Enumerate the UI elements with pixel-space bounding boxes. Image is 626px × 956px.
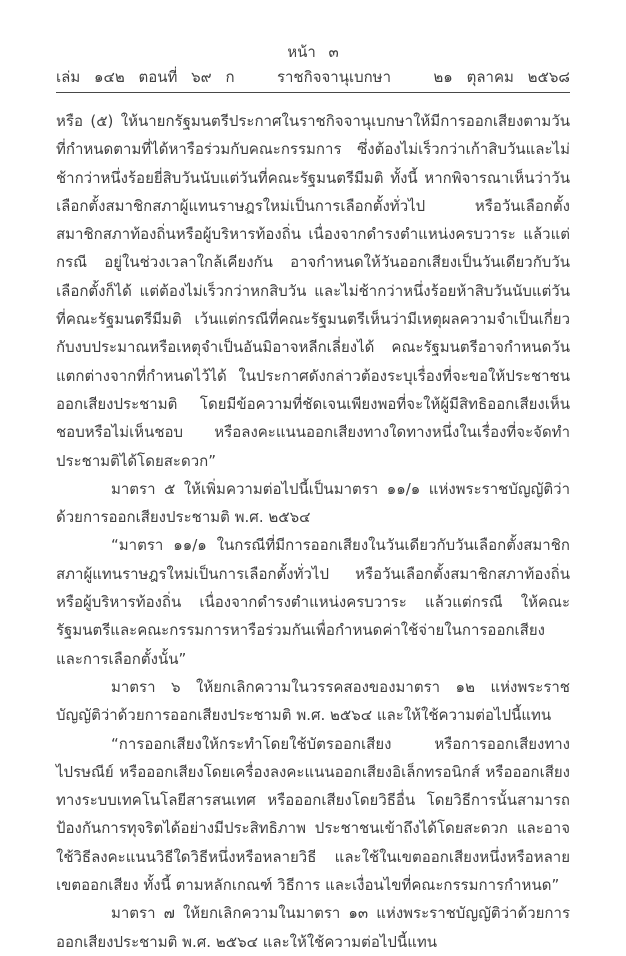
volume-part-label: เล่ม ๑๔๒ ตอนที่ ๖๙ ก [56, 68, 235, 86]
publication-date: ๒๑ ตุลาคม ๒๕๖๘ [433, 68, 570, 86]
gazette-title: ราชกิจจานุเบกษา [276, 68, 391, 86]
page-number: หน้า ๓ [287, 43, 339, 61]
paragraph-section-7: มาตรา ๗ ให้ยกเลิกความในมาตรา ๑๓ แห่งพระราชบัญญัติว่าด้วยการออกเสียงประชามติ พ.ศ. ๒๕๖๔ และให้ใช้ความต่อไปนี้แทน [56, 904, 570, 951]
paragraph-section-5: มาตรา ๕ ให้เพิ่มความต่อไปนี้เป็นมาตรา ๑๑/๑ แห่งพระราชบัญญัติว่าด้วยการออกเสียงประชามติ พ.ศ. ๒๕๖๔ [56, 479, 570, 527]
gazette-header [56, 66, 570, 93]
paragraph-continuation: หรือ (๕) ให้นายกรัฐมนตรีประกาศในราชกิจจานุเบกษาให้มีการออกเสียงตามวันที่กำหนดตามที่ได้หารือร่วมกับคณะกรรมการ ซึ่งต้องไม่เร็วกว่าเก้าสิบวันและไม่ช้ากว่าหนึ่งร้อยยี่สิบวันนับแต่วันที่คณะรัฐมนตรีมีมติ ทั้งนี้ หากพิจารณาเห็นว่าวันเลือกตั้งสมาชิกสภาผู้แทนราษฎรใหม่เป็นการเลือกตั้งทั่วไป หรือวันเลือกตั้งสมาชิกสภาท้องถิ่นหรือผู้บริหารท้องถิ่น เนื่องจากดำรงตำแหน่งครบวาระ แล้วแต่กรณี อยู่ในช่วงเวลาใกล้เคียงกัน อาจกำหนดให้วันออกเสียงเป็นวันเดียวกับวันเลือกตั้งก็ได้ แต่ต้องไม่เร็วกว่าหกสิบวัน และไม่ช้ากว่าหนึ่งร้อยห้าสิบวันนับแต่วันที่คณะรัฐมนตรีมีมติ เว้นแต่กรณีที่คณะรัฐมนตรีเห็นว่ามีเหตุผลความจำเป็นเกี่ยวกับงบประมาณหรือเหตุจำเป็นอันมิอาจหลีกเลี่ยงได้ คณะรัฐมนตรีอาจกำหนดวันแตกต่างจากที่กำหนดไว้ได้ ในประกาศดังกล่าวต้องระบุเรื่องที่จะขอให้ประชาชนออกเสียงประชามติ โดยมีข้อความที่ชัดเจนเพียงพอที่จะให้ผู้มีสิทธิออกเสียงเห็นชอบหรือไม่เห็นชอบ หรือลงคะแนนออกเสียงทางใดทางหนึ่งในเรื่องที่จะจัดทำประชามติได้โดยสะดวก” [56, 112, 570, 470]
paragraph-section-6: มาตรา ๖ ให้ยกเลิกความในวรรคสองของมาตรา ๑๒ แห่งพระราชบัญญัติว่าด้วยการออกเสียงประชามติ พ.ศ. ๒๕๖๔ และให้ใช้ความต่อไปนี้แทน [56, 677, 570, 725]
legal-text-body [56, 107, 570, 956]
paragraph-voting-methods-quote: “การออกเสียงให้กระทำโดยใช้บัตรออกเสียง หรือการออกเสียงทางไปรษณีย์ หรือออกเสียงโดยเครื่องลงคะแนนออกเสียงอิเล็กทรอนิกส์ หรือออกเสียงทางระบบเทคโนโลยีสารสนเทศ หรือออกเสียงโดยวิธีอื่น โดยวิธีการนั้นสามารถป้องกันการทุจริตได้อย่างมีประสิทธิภาพ ประชาชนเข้าถึงได้โดยสะดวก และอาจใช้วิธีลงคะแนนวิธีใดวิธีหนึ่งหรือหลายวิธี และใช้ในเขตออกเสียงหนึ่งหรือหลายเขตออกเสียง ทั้งนี้ ตามหลักเกณฑ์ วิธีการ และเงื่อนไขที่คณะกรรมการกำหนด” [56, 734, 570, 895]
paragraph-section-11-1-quote: “มาตรา ๑๑/๑ ในกรณีที่มีการออกเสียงในวันเดียวกับวันเลือกตั้งสมาชิกสภาผู้แทนราษฎรใหม่เป็นการเลือกตั้งทั่วไป หรือวันเลือกตั้งสมาชิกสภาท้องถิ่นหรือผู้บริหารท้องถิ่น เนื่องจากดำรงตำแหน่งครบวาระ แล้วแต่กรณี ให้คณะรัฐมนตรีและคณะกรรมการหารือร่วมกันเพื่อกำหนดค่าใช้จ่ายในการออกเสียงและการเลือกตั้งนั้น” [56, 536, 570, 668]
